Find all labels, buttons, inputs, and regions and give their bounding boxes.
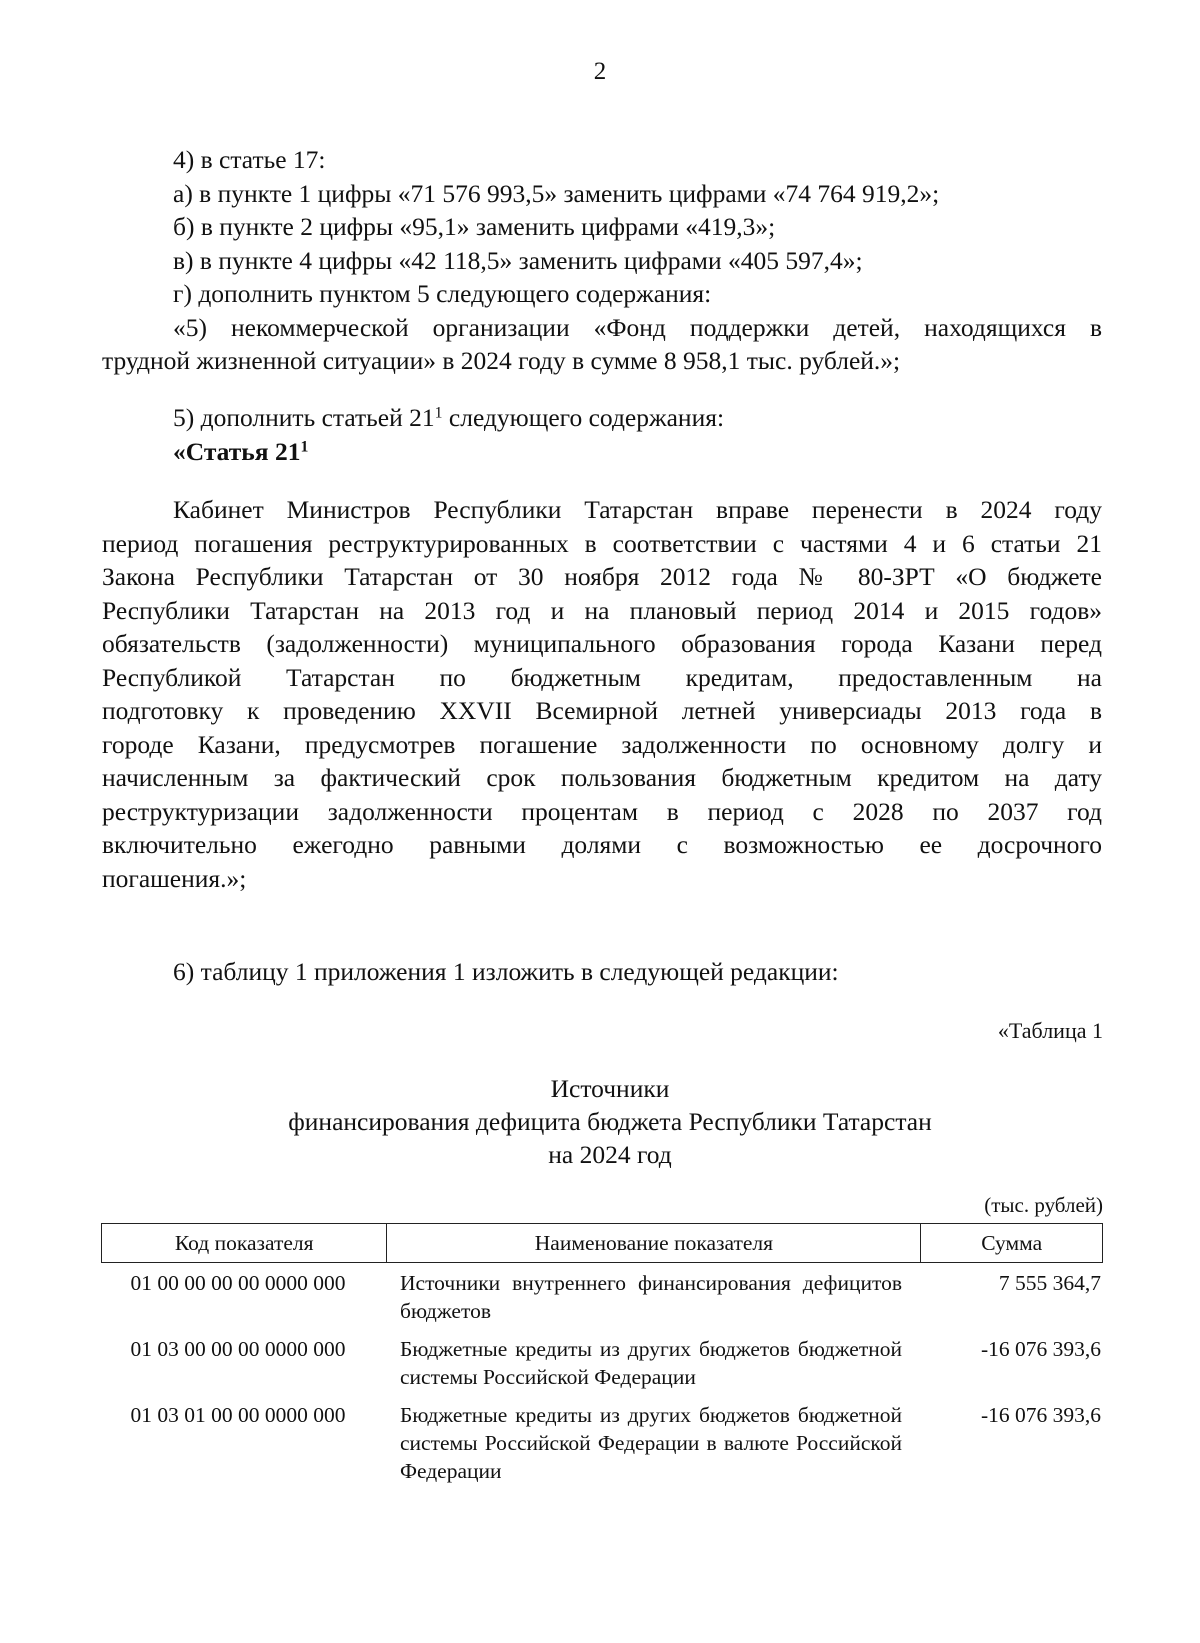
table-row (101, 1269, 1103, 1325)
row-code: 01 03 00 00 00 0000 000 (130, 1337, 346, 1361)
table-title-line1: Источники (550, 1074, 670, 1103)
table-title-line2: финансирования дефицита бюджета Республики Татарстан (288, 1107, 932, 1136)
article17-intro: 4) в статье 17: (173, 145, 326, 174)
row-sum: -16 076 393,6 (980, 1403, 1101, 1427)
item6-text: 6) таблицу 1 приложения 1 изложить в следующей редакции: (173, 957, 839, 986)
article17-section (102, 143, 1102, 378)
row-sum: 7 555 364,7 (998, 1271, 1101, 1295)
table-row (101, 1401, 1103, 1485)
header-code: Код показателя (102, 1224, 387, 1262)
units-label: (тыс. рублей) (984, 1193, 1103, 1217)
row-name: Источники внутреннего финансирования дефицитов бюджетов (400, 1271, 902, 1323)
paragraph-line: Республики Татарстан на 2013 год и на плановый период 2014 и 2015 годов» (102, 595, 1102, 625)
table-title (0, 1072, 1200, 1171)
paragraph-line: городе Казани, предусмотрев погашение задолженности по основному долгу и (102, 729, 1102, 759)
row-code: 01 03 01 00 00 0000 000 (130, 1403, 346, 1427)
paragraph-line: начисленным за фактический срок пользования бюджетным кредитом на дату (102, 763, 1102, 792)
row-name: Бюджетные кредиты из других бюджетов бюджетной системы Российской Федерации в валюте Российской Федерации (400, 1403, 902, 1483)
article17-item-a: а) в пункте 1 цифры «71 576 993,5» заменить цифрами «74 764 919,2»; (173, 178, 940, 208)
article21-intro: 5) дополнить статьей $21^1$ следующего содержания: (173, 403, 725, 432)
paragraph-line: включительно ежегодно равными долями с возможностью ее досрочного (102, 830, 1102, 859)
row-sum: -16 076 393,6 (980, 1337, 1101, 1361)
header-sum: Сумма (981, 1230, 1043, 1255)
table-row (101, 1335, 1103, 1391)
paragraph-line: обязательств (задолженности) муниципального образования города Казани перед (102, 629, 1102, 658)
paragraph-line: Кабинет Министров Республики Татарстан вправе перенести в 2024 году (173, 495, 1102, 524)
paragraph-line: Республикой Татарстан по бюджетным кредитам, предоставленным на (102, 662, 1102, 692)
paragraph-line: погашения.»; (102, 863, 247, 893)
point5-line1: «5) некоммерческой организации «Фонд поддержки детей, находящихся в (173, 312, 1102, 342)
article17-item-g: г) дополнить пунктом 5 следующего содержания: (173, 279, 712, 308)
table-label: «Таблица 1 (997, 1018, 1103, 1043)
paragraph-line: подготовку к проведению XXVII Всемирной летней универсиады 2013 года в (102, 696, 1102, 725)
row-name: Бюджетные кредиты из других бюджетов бюджетной системы Российской Федерации (400, 1337, 902, 1389)
paragraph-line: период погашения реструктурированных в соответствии с частями 4 и 6 статьи 21 (102, 528, 1102, 558)
table-header (101, 1223, 1103, 1263)
table-title-line3: на 2024 год (548, 1140, 672, 1169)
article21-intro-block (102, 401, 1102, 468)
article21-paragraph (102, 493, 1102, 895)
financing-table (101, 1223, 1103, 1485)
point5-line2: трудной жизненной ситуации» в 2024 году в сумме 8 958,1 тыс. рублей.»; (102, 346, 901, 375)
header-name: Наименование показателя (387, 1224, 921, 1262)
item6-block (102, 955, 1102, 989)
page-number: 2 (593, 58, 607, 85)
row-code: 01 00 00 00 00 0000 000 (130, 1271, 346, 1295)
paragraph-line: Закона Республики Татарстан от 30 ноября 2012 года № 80-ЗРТ «О бюджете (102, 562, 1102, 591)
article21-heading: «Статья $21^1$ (173, 436, 309, 466)
paragraph-line: реструктуризации задолженности процентам в период с 2028 по 2037 год (102, 796, 1102, 826)
article17-item-v: в) в пункте 4 цифры «42 118,5» заменить цифрами «405 597,4»; (173, 245, 863, 275)
article17-item-b: б) в пункте 2 цифры «95,1» заменить цифрами «419,3»; (173, 212, 776, 241)
